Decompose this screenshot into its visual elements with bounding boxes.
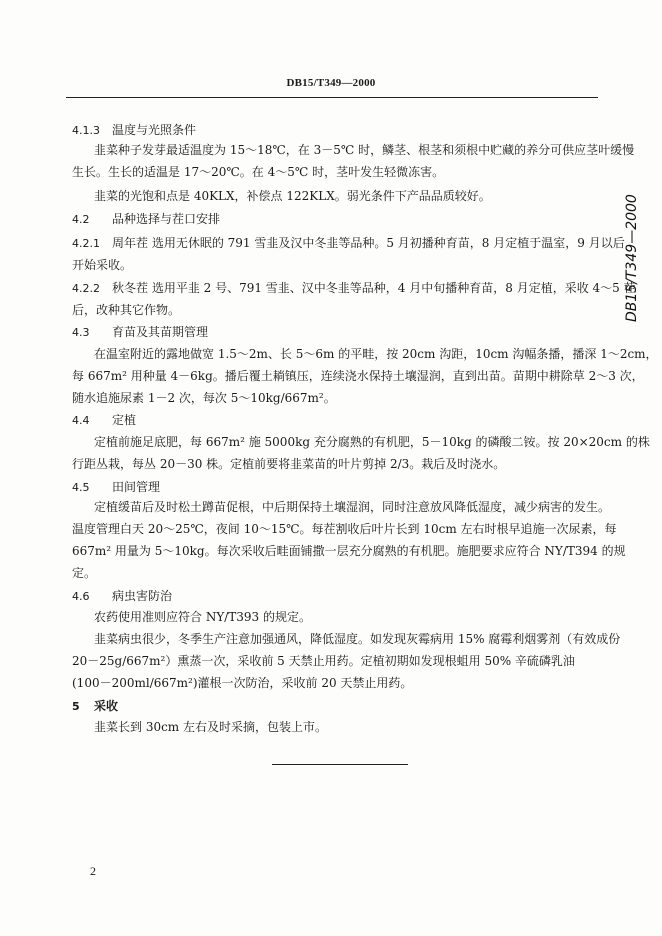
paragraph-line: 后，改种其它作物。 xyxy=(72,303,181,317)
section-number: 4.5 xyxy=(72,481,90,494)
handwritten-annotation xyxy=(622,170,654,330)
paragraph-line: 韭菜的光饱和点是 40KLX，补偿点 122KLX。弱光条件下产品品质较好。 xyxy=(94,189,491,203)
section-title: 田间管理 xyxy=(112,480,161,494)
section-number: 5 xyxy=(72,700,80,713)
paragraph-text: 周年茬 选用无休眠的 791 雪韭及汉中冬韭等品种。5 月初播种育苗，8 月定植于温室，9 月以后 xyxy=(112,236,625,250)
section-4-2-2-line xyxy=(72,279,636,296)
paragraph-line: 韭菜长到 30cm 左右及时采摘，包装上市。 xyxy=(94,720,327,734)
section-title: 温度与光照条件 xyxy=(112,123,197,137)
section-heading-4-3 xyxy=(72,323,208,340)
paragraph-line: 定植前施足底肥，每 667m² 施 5000kg 充分腐熟的有机肥，5－10kg 的磷酸二铵。按 20×20cm 的株 xyxy=(94,435,650,449)
section-number: 4.2.2 xyxy=(72,282,100,295)
paragraph-line: 开始采收。 xyxy=(72,258,133,272)
paragraph-line: 韭菜种子发芽最适温度为 15～18℃，在 3－5℃ 时，鳞茎、根茎和须根中贮藏的养分可供应茎叶缓慢 xyxy=(94,143,635,157)
handwritten-code: DB15/T349—2000 xyxy=(624,194,640,322)
standard-code: DB15/T349—2000 xyxy=(286,77,376,89)
section-title: 病虫害防治 xyxy=(112,589,173,603)
section-heading-4-5 xyxy=(72,478,160,495)
paragraph-line: 温度管理白天 20～25℃，夜间 10～15℃。每茬割收后叶片长到 10cm 左右时根早追施一次尿素，每 xyxy=(72,522,617,536)
paragraph-line: 每 667m² 用种量 4－6kg。播后覆土耥镇压，连续浇水保持土壤湿润，直到出苗。苗期中耕除草 2～3 次， xyxy=(72,369,644,383)
paragraph-line: 韭菜病虫很少，冬季生产注意加强通风，降低湿度。如发现灰霉病用 15% 腐霉利烟雾剂（有效成份 xyxy=(94,632,621,646)
section-title: 育苗及其苗期管理 xyxy=(112,325,209,339)
paragraph-line: 在温室附近的露地做宽 1.5～2m、长 5～6m 的平畦，按 20cm 沟距，10cm 沟幅条播，播深 1～2cm， xyxy=(94,347,658,361)
paragraph-line: 定。 xyxy=(72,566,97,580)
paragraph-line: 农药使用准则应符合 NY/T393 的规定。 xyxy=(94,610,312,624)
header-rule xyxy=(66,97,598,98)
section-number: 4.1.3 xyxy=(72,124,100,137)
section-heading-5 xyxy=(72,697,118,714)
section-4-2-1-line xyxy=(72,234,625,251)
section-heading-4-1-3 xyxy=(72,121,196,138)
section-heading-4-4 xyxy=(72,411,136,428)
paragraph-line: 20－25g/667m²）熏蒸一次，采收前 5 天禁止用药。定植初期如发现根蛆用 50% 辛硫磷乳油 xyxy=(72,654,575,668)
paragraph-line: 行距丛栽，每丛 20－30 株。定植前要将韭菜苗的叶片剪掉 2/3。栽后及时浇水。 xyxy=(72,457,506,471)
paragraph-line: 667m² 用量为 5～10kg。每次采收后畦面铺撒一层充分腐熟的有机肥。施肥要求应符合 NY/T394 的规 xyxy=(72,544,626,558)
section-title: 定植 xyxy=(112,413,137,427)
section-number: 4.6 xyxy=(72,590,90,603)
paragraph-line: 随水追施尿素 1－2 次，每次 5～10kg/667m²。 xyxy=(72,391,336,405)
paragraph-line: 定植缓苗后及时松土蹲苗促根，中后期保持土壤湿润，同时注意放风降低湿度，减少病害的发生。 xyxy=(94,500,611,514)
section-number: 4.2 xyxy=(72,213,90,226)
page-number: 2 xyxy=(90,864,96,878)
section-number: 4.4 xyxy=(72,414,90,427)
section-heading-4-2 xyxy=(72,210,220,227)
paragraph-line: 生长。生长的适温是 17～20℃。在 4～5℃ 时，茎叶发生轻微冻害。 xyxy=(72,165,445,179)
paragraph-line: (100－200ml/667m²)灌根一次防治，采收前 20 天禁止用药。 xyxy=(72,676,413,690)
section-heading-4-6 xyxy=(72,587,172,604)
end-rule xyxy=(272,764,408,765)
section-title: 采收 xyxy=(94,699,119,713)
section-title: 品种选择与茬口安排 xyxy=(112,212,221,226)
paragraph-text: 秋冬茬 选用平韭 2 号、791 雪韭、汉中冬韭等品种，4 月中旬播种育苗，8 月定植，采收 4～5 茬 xyxy=(112,281,636,295)
section-number: 4.3 xyxy=(72,326,90,339)
section-number: 4.2.1 xyxy=(72,237,100,250)
